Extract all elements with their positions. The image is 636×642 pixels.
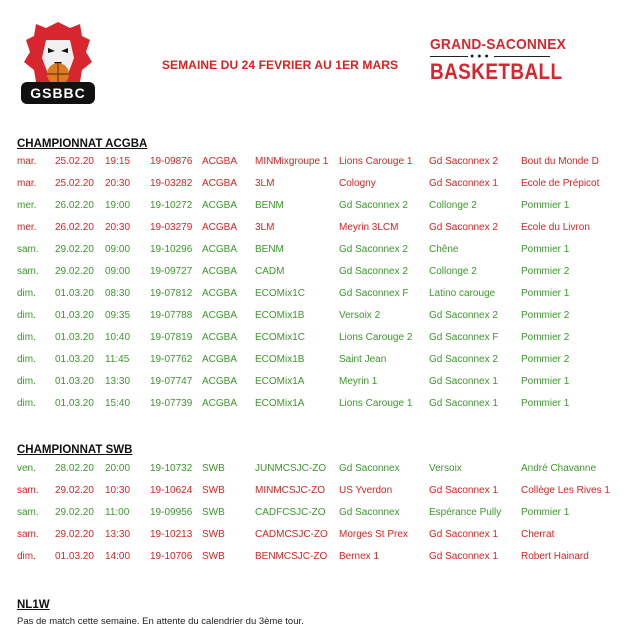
- cell-away: Gd Saconnex 2: [429, 310, 498, 321]
- cell-cat: ECOMix1C: [255, 332, 306, 343]
- cell-day: sam.: [17, 529, 39, 540]
- section-title-swb: CHAMPIONNAT SWB: [17, 444, 133, 456]
- section-title-acgba: CHAMPIONNAT ACGBA: [17, 138, 148, 150]
- brand-dots-icon: ●●●: [470, 53, 492, 60]
- table-row: [17, 485, 627, 507]
- cell-id: 19-03279: [150, 222, 193, 233]
- cell-away: Gd Saconnex 2: [429, 222, 498, 233]
- cell-league: ACGBA: [202, 354, 238, 365]
- cell-away: Gd Saconnex 2: [429, 156, 498, 167]
- cell-day: dim.: [17, 376, 36, 387]
- cell-time: 19:15: [105, 156, 131, 167]
- gsbbc-lion-logo: [18, 18, 98, 106]
- cell-day: mer.: [17, 222, 37, 233]
- cell-day: dim.: [17, 398, 36, 409]
- cell-id: 19-03282: [150, 178, 193, 189]
- section-title-nl1w: NL1W: [17, 599, 50, 611]
- table-row: [17, 222, 627, 244]
- cell-day: dim.: [17, 354, 36, 365]
- cell-time: 19:00: [105, 200, 131, 211]
- table-row: [17, 288, 627, 310]
- table-row: [17, 200, 627, 222]
- cell-league: ACGBA: [202, 376, 238, 387]
- table-row: [17, 551, 627, 573]
- cell-league: SWB: [202, 507, 225, 518]
- cell-league: ACGBA: [202, 222, 238, 233]
- swb-table: [17, 463, 627, 573]
- cell-venue: Pommier 2: [521, 354, 570, 365]
- cell-time: 20:30: [105, 222, 131, 233]
- cell-time: 14:00: [105, 551, 131, 562]
- cell-date: 01.03.20: [55, 332, 94, 343]
- cell-cat: BENM: [255, 200, 284, 211]
- cell-venue: André Chavanne: [521, 463, 597, 474]
- cell-league: ACGBA: [202, 156, 238, 167]
- cell-date: 29.02.20: [55, 529, 94, 540]
- cell-id: 19-09727: [150, 266, 193, 277]
- cell-date: 25.02.20: [55, 178, 94, 189]
- cell-id: 19-07739: [150, 398, 193, 409]
- nl1w-notice: Pas de match cette semaine. En attente du calendrier du 3ème tour.: [17, 616, 304, 627]
- cell-venue: Pommier 1: [521, 244, 570, 255]
- cell-id: 19-10213: [150, 529, 193, 540]
- cell-id: 19-10706: [150, 551, 193, 562]
- cell-venue: Pommier 1: [521, 376, 570, 387]
- cell-home: Gd Saconnex 2: [339, 200, 408, 211]
- cell-venue: Pommier 2: [521, 332, 570, 343]
- table-row: [17, 244, 627, 266]
- cell-home: Gd Saconnex: [339, 507, 400, 518]
- cell-id: 19-10624: [150, 485, 193, 496]
- cell-time: 13:30: [105, 376, 131, 387]
- cell-league: ACGBA: [202, 398, 238, 409]
- cell-league: ACGBA: [202, 244, 238, 255]
- cell-away: Gd Saconnex 1: [429, 376, 498, 387]
- cell-home: Versoix 2: [339, 310, 381, 321]
- table-row: [17, 463, 627, 485]
- cell-time: 15:40: [105, 398, 131, 409]
- brand-top-text: GRAND-SACONNEX: [430, 36, 566, 53]
- cell-league: ACGBA: [202, 200, 238, 211]
- cell-away: Chêne: [429, 244, 459, 255]
- cell-id: 19-10296: [150, 244, 193, 255]
- cell-cat: ECOMix1B: [255, 354, 305, 365]
- cell-venue: Robert Hainard: [521, 551, 589, 562]
- cell-home: Meyrin 3LCM: [339, 222, 399, 233]
- cell-date: 01.03.20: [55, 288, 94, 299]
- cell-away: Latino carouge: [429, 288, 496, 299]
- table-row: [17, 398, 627, 420]
- table-row: [17, 266, 627, 288]
- cell-away: Gd Saconnex 1: [429, 178, 498, 189]
- cell-cat: BENM: [255, 244, 284, 255]
- cell-venue: Ecole du Livron: [521, 222, 590, 233]
- brand-bottom-text: BASKETBALL: [430, 59, 563, 84]
- cell-date: 28.02.20: [55, 463, 94, 474]
- cell-away: Gd Saconnex 1: [429, 551, 498, 562]
- cell-league: SWB: [202, 485, 225, 496]
- table-row: [17, 354, 627, 376]
- cell-home: Gd Saconnex F: [339, 288, 409, 299]
- cell-home: Cologny: [339, 178, 376, 189]
- cell-time: 10:30: [105, 485, 131, 496]
- cell-cat: CADMCSJC-ZO: [255, 529, 328, 540]
- cell-home: Saint Jean: [339, 354, 387, 365]
- cell-time: 09:00: [105, 266, 131, 277]
- cell-day: sam.: [17, 485, 39, 496]
- cell-date: 26.02.20: [55, 200, 94, 211]
- cell-venue: Pommier 1: [521, 288, 570, 299]
- cell-cat: JUNMCSJC-ZO: [255, 463, 327, 474]
- cell-time: 13:30: [105, 529, 131, 540]
- cell-day: dim.: [17, 332, 36, 343]
- table-row: [17, 507, 627, 529]
- cell-venue: Pommier 1: [521, 507, 570, 518]
- cell-time: 20:00: [105, 463, 131, 474]
- cell-day: dim.: [17, 288, 36, 299]
- cell-day: mar.: [17, 156, 37, 167]
- page-title: SEMAINE DU 24 FEVRIER AU 1ER MARS: [161, 58, 399, 72]
- cell-date: 29.02.20: [55, 507, 94, 518]
- cell-league: ACGBA: [202, 288, 238, 299]
- cell-day: mer.: [17, 200, 37, 211]
- cell-time: 11:45: [105, 354, 130, 365]
- cell-time: 20:30: [105, 178, 131, 189]
- cell-league: SWB: [202, 529, 225, 540]
- cell-day: sam.: [17, 266, 39, 277]
- cell-cat: ECOMix1C: [255, 288, 306, 299]
- cell-home: Morges St Prex: [339, 529, 408, 540]
- cell-time: 11:00: [105, 507, 130, 518]
- cell-id: 19-09956: [150, 507, 193, 518]
- cell-day: mar.: [17, 178, 37, 189]
- cell-time: 09:00: [105, 244, 131, 255]
- cell-cat: MINMixgroupe 1: [255, 156, 329, 167]
- cell-date: 01.03.20: [55, 354, 94, 365]
- cell-day: dim.: [17, 310, 36, 321]
- cell-venue: Pommier 1: [521, 398, 570, 409]
- cell-cat: MINMCSJC-ZO: [255, 485, 325, 496]
- cell-league: ACGBA: [202, 178, 238, 189]
- cell-cat: ECOMix1B: [255, 310, 305, 321]
- cell-id: 19-10732: [150, 463, 193, 474]
- cell-away: Versoix: [429, 463, 462, 474]
- cell-date: 01.03.20: [55, 376, 94, 387]
- cell-venue: Pommier 2: [521, 310, 570, 321]
- cell-home: Gd Saconnex 2: [339, 244, 408, 255]
- cell-away: Gd Saconnex 2: [429, 354, 498, 365]
- cell-day: sam.: [17, 507, 39, 518]
- logo-text: GSBBC: [30, 85, 86, 101]
- table-row: [17, 529, 627, 551]
- cell-venue: Pommier 1: [521, 200, 570, 211]
- cell-home: Gd Saconnex: [339, 463, 400, 474]
- cell-venue: Pommier 2: [521, 266, 570, 277]
- cell-day: dim.: [17, 551, 36, 562]
- table-row: [17, 156, 627, 178]
- table-row: [17, 376, 627, 398]
- cell-league: ACGBA: [202, 266, 238, 277]
- cell-venue: Collège Les Rives 1: [521, 485, 610, 496]
- cell-home: Gd Saconnex 2: [339, 266, 408, 277]
- table-row: [17, 332, 627, 354]
- cell-id: 19-07788: [150, 310, 193, 321]
- table-row: [17, 310, 627, 332]
- cell-home: Lions Carouge 1: [339, 156, 413, 167]
- cell-date: 01.03.20: [55, 551, 94, 562]
- cell-id: 19-07762: [150, 354, 193, 365]
- cell-home: Lions Carouge 1: [339, 398, 413, 409]
- cell-league: SWB: [202, 551, 225, 562]
- cell-cat: BENMCSJC-ZO: [255, 551, 328, 562]
- cell-away: Gd Saconnex F: [429, 332, 499, 343]
- cell-id: 19-09876: [150, 156, 193, 167]
- cell-time: 08:30: [105, 288, 131, 299]
- cell-cat: CADFCSJC-ZO: [255, 507, 326, 518]
- cell-id: 19-07747: [150, 376, 193, 387]
- cell-away: Gd Saconnex 1: [429, 529, 498, 540]
- cell-id: 19-07819: [150, 332, 193, 343]
- cell-league: ACGBA: [202, 332, 238, 343]
- cell-cat: CADM: [255, 266, 285, 277]
- cell-away: Espérance Pully: [429, 507, 502, 518]
- cell-venue: Ecole de Prépicot: [521, 178, 600, 189]
- cell-date: 25.02.20: [55, 156, 94, 167]
- cell-time: 09:35: [105, 310, 131, 321]
- cell-away: Gd Saconnex 1: [429, 485, 498, 496]
- cell-home: Bernex 1: [339, 551, 380, 562]
- cell-away: Collonge 2: [429, 200, 477, 211]
- cell-day: sam.: [17, 244, 39, 255]
- acgba-table: [17, 156, 627, 420]
- cell-home: Lions Carouge 2: [339, 332, 413, 343]
- cell-date: 01.03.20: [55, 398, 94, 409]
- cell-venue: Bout du Monde D: [521, 156, 599, 167]
- cell-league: SWB: [202, 463, 225, 474]
- cell-away: Gd Saconnex 1: [429, 398, 498, 409]
- cell-date: 01.03.20: [55, 310, 94, 321]
- cell-cat: 3LM: [255, 178, 275, 189]
- table-row: [17, 178, 627, 200]
- cell-away: Collonge 2: [429, 266, 477, 277]
- cell-home: Meyrin 1: [339, 376, 378, 387]
- cell-cat: 3LM: [255, 222, 275, 233]
- cell-date: 26.02.20: [55, 222, 94, 233]
- cell-time: 10:40: [105, 332, 131, 343]
- cell-date: 29.02.20: [55, 485, 94, 496]
- grand-saconnex-brand-logo: [430, 36, 566, 85]
- cell-date: 29.02.20: [55, 266, 94, 277]
- brand-separator: [430, 53, 550, 60]
- cell-cat: ECOMix1A: [255, 398, 305, 409]
- cell-home: US Yverdon: [339, 485, 393, 496]
- cell-venue: Cherrat: [521, 529, 555, 540]
- cell-id: 19-07812: [150, 288, 193, 299]
- cell-id: 19-10272: [150, 200, 193, 211]
- cell-day: ven.: [17, 463, 36, 474]
- cell-league: ACGBA: [202, 310, 238, 321]
- cell-cat: ECOMix1A: [255, 376, 305, 387]
- cell-date: 29.02.20: [55, 244, 94, 255]
